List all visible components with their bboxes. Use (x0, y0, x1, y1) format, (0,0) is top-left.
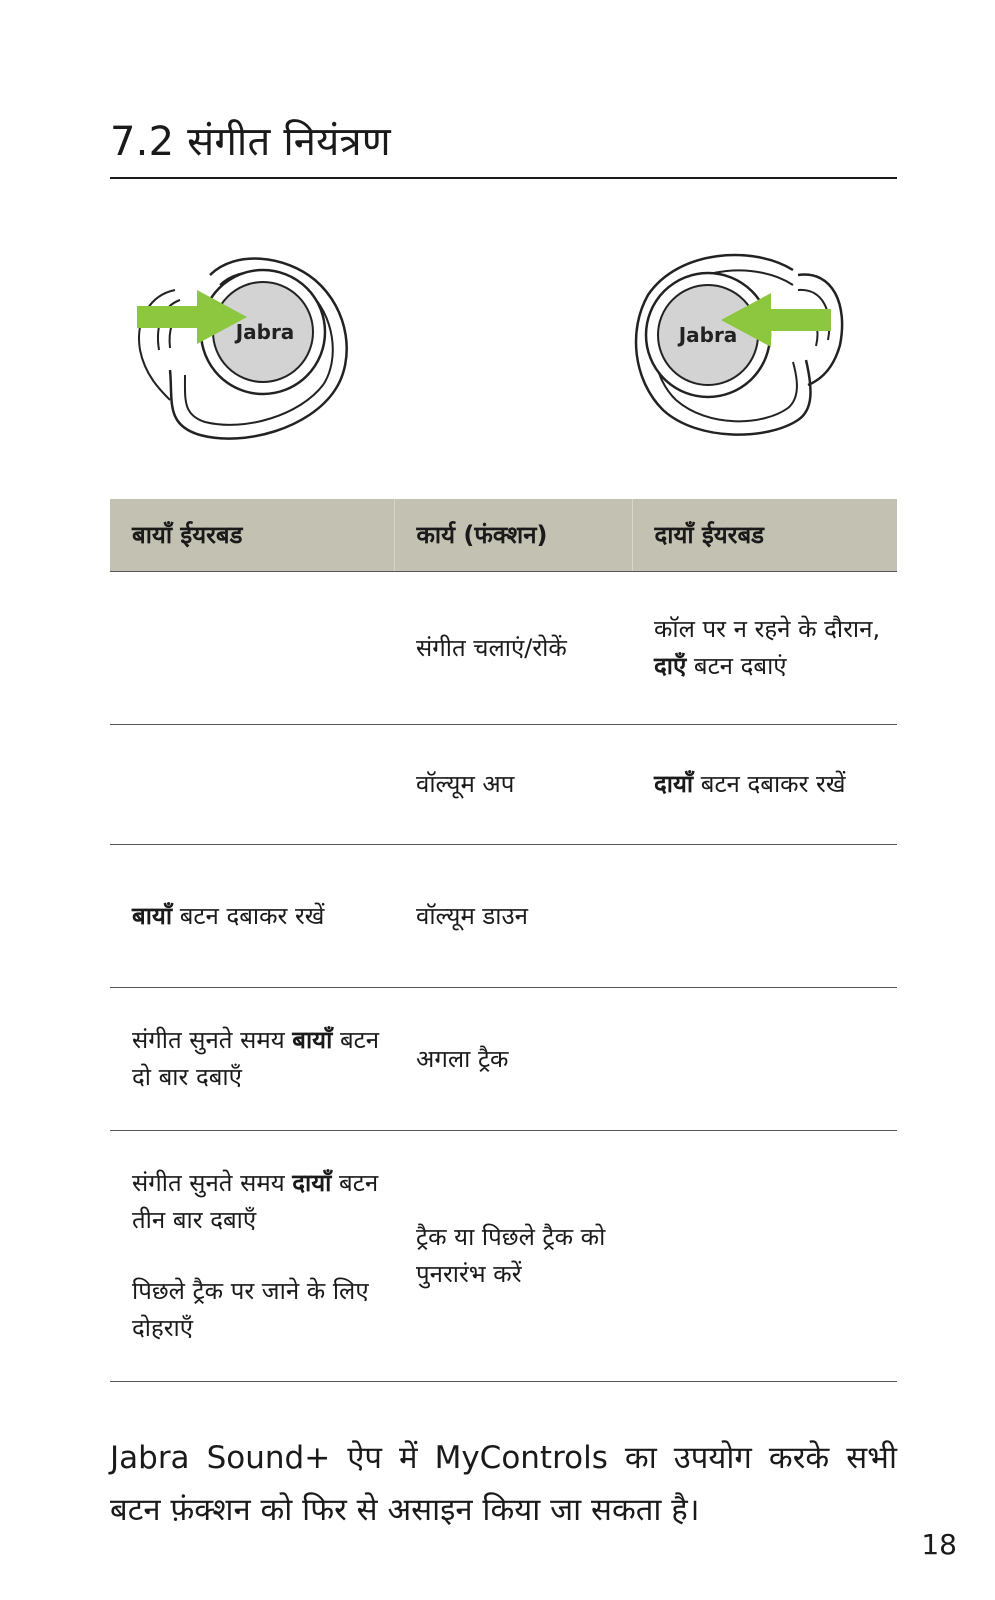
left-action-prefix: संगीत सुनते समय (132, 1169, 285, 1197)
right-earbud-cell (632, 725, 897, 845)
right-earbud-illustration (628, 250, 868, 450)
left-action-bold: दायाँ (292, 1169, 332, 1197)
table-row (110, 1131, 897, 1382)
right-action-bold: दायाँ (654, 770, 694, 798)
right-earbud-cell (632, 988, 897, 1131)
title-divider (110, 177, 897, 179)
function-cell: वॉल्यूम अप (394, 725, 632, 845)
right-earbud-cell (632, 572, 897, 725)
header-left-earbud: बायाँ ईयरबड (110, 499, 394, 572)
left-earbud-cell (110, 988, 394, 1131)
function-cell: अगला ट्रैक (394, 988, 632, 1131)
page-number: 18 (921, 1528, 957, 1561)
left-action-bold: बायाँ (292, 1026, 333, 1054)
right-earbud-cell (632, 845, 897, 988)
music-controls-table (110, 499, 897, 1382)
header-right-earbud: दायाँ ईयरबड (632, 499, 897, 572)
left-earbud-cell (110, 1131, 394, 1382)
left-action-prefix: संगीत सुनते समय (132, 1026, 285, 1054)
table-row (110, 845, 897, 988)
footer-note: Jabra Sound+ ऐप में MyControls का उपयोग करके सभी बटन फ़ंक्शन को फिर से असाइन किया जा सकता है। (110, 1440, 897, 1528)
left-action-bold: बायाँ (132, 901, 173, 930)
right-action-suffix: बटन दबाएं (693, 652, 787, 680)
left-action-suffix: बटन तीन बार दबाएँ (132, 1169, 379, 1234)
jabra-logo-left: Jabra (235, 320, 295, 344)
right-action-bold: दाएँ (654, 652, 687, 680)
right-action-prefix: कॉल पर न रहने के दौरान, (654, 615, 881, 643)
function-cell: वॉल्यूम डाउन (394, 845, 632, 988)
table-header-row (110, 499, 897, 572)
function-cell: संगीत चलाएं/रोकें (394, 572, 632, 725)
left-action-suffix: बटन दो बार दबाएँ (132, 1026, 380, 1091)
table-row (110, 572, 897, 725)
right-earbud-cell (632, 1131, 897, 1382)
left-earbud-cell (110, 572, 394, 725)
table-row (110, 725, 897, 845)
function-cell: ट्रैक या पिछले ट्रैक को पुनरारंभ करें (394, 1131, 632, 1382)
left-earbud-cell (110, 845, 394, 988)
header-function: कार्य (फंक्शन) (394, 499, 632, 572)
left-action-suffix: बटन दबाकर रखें (179, 901, 325, 930)
left-action-note: पिछले ट्रैक पर जाने के लिए दोहराएँ (132, 1277, 369, 1342)
left-earbud-cell (110, 725, 394, 845)
jabra-logo-right: Jabra (678, 323, 738, 347)
left-earbud-illustration (135, 250, 375, 450)
table-row (110, 988, 897, 1131)
page-title: 7.2 संगीत नियंत्रण (110, 119, 391, 165)
right-action-suffix: बटन दबाकर रखें (700, 770, 846, 798)
